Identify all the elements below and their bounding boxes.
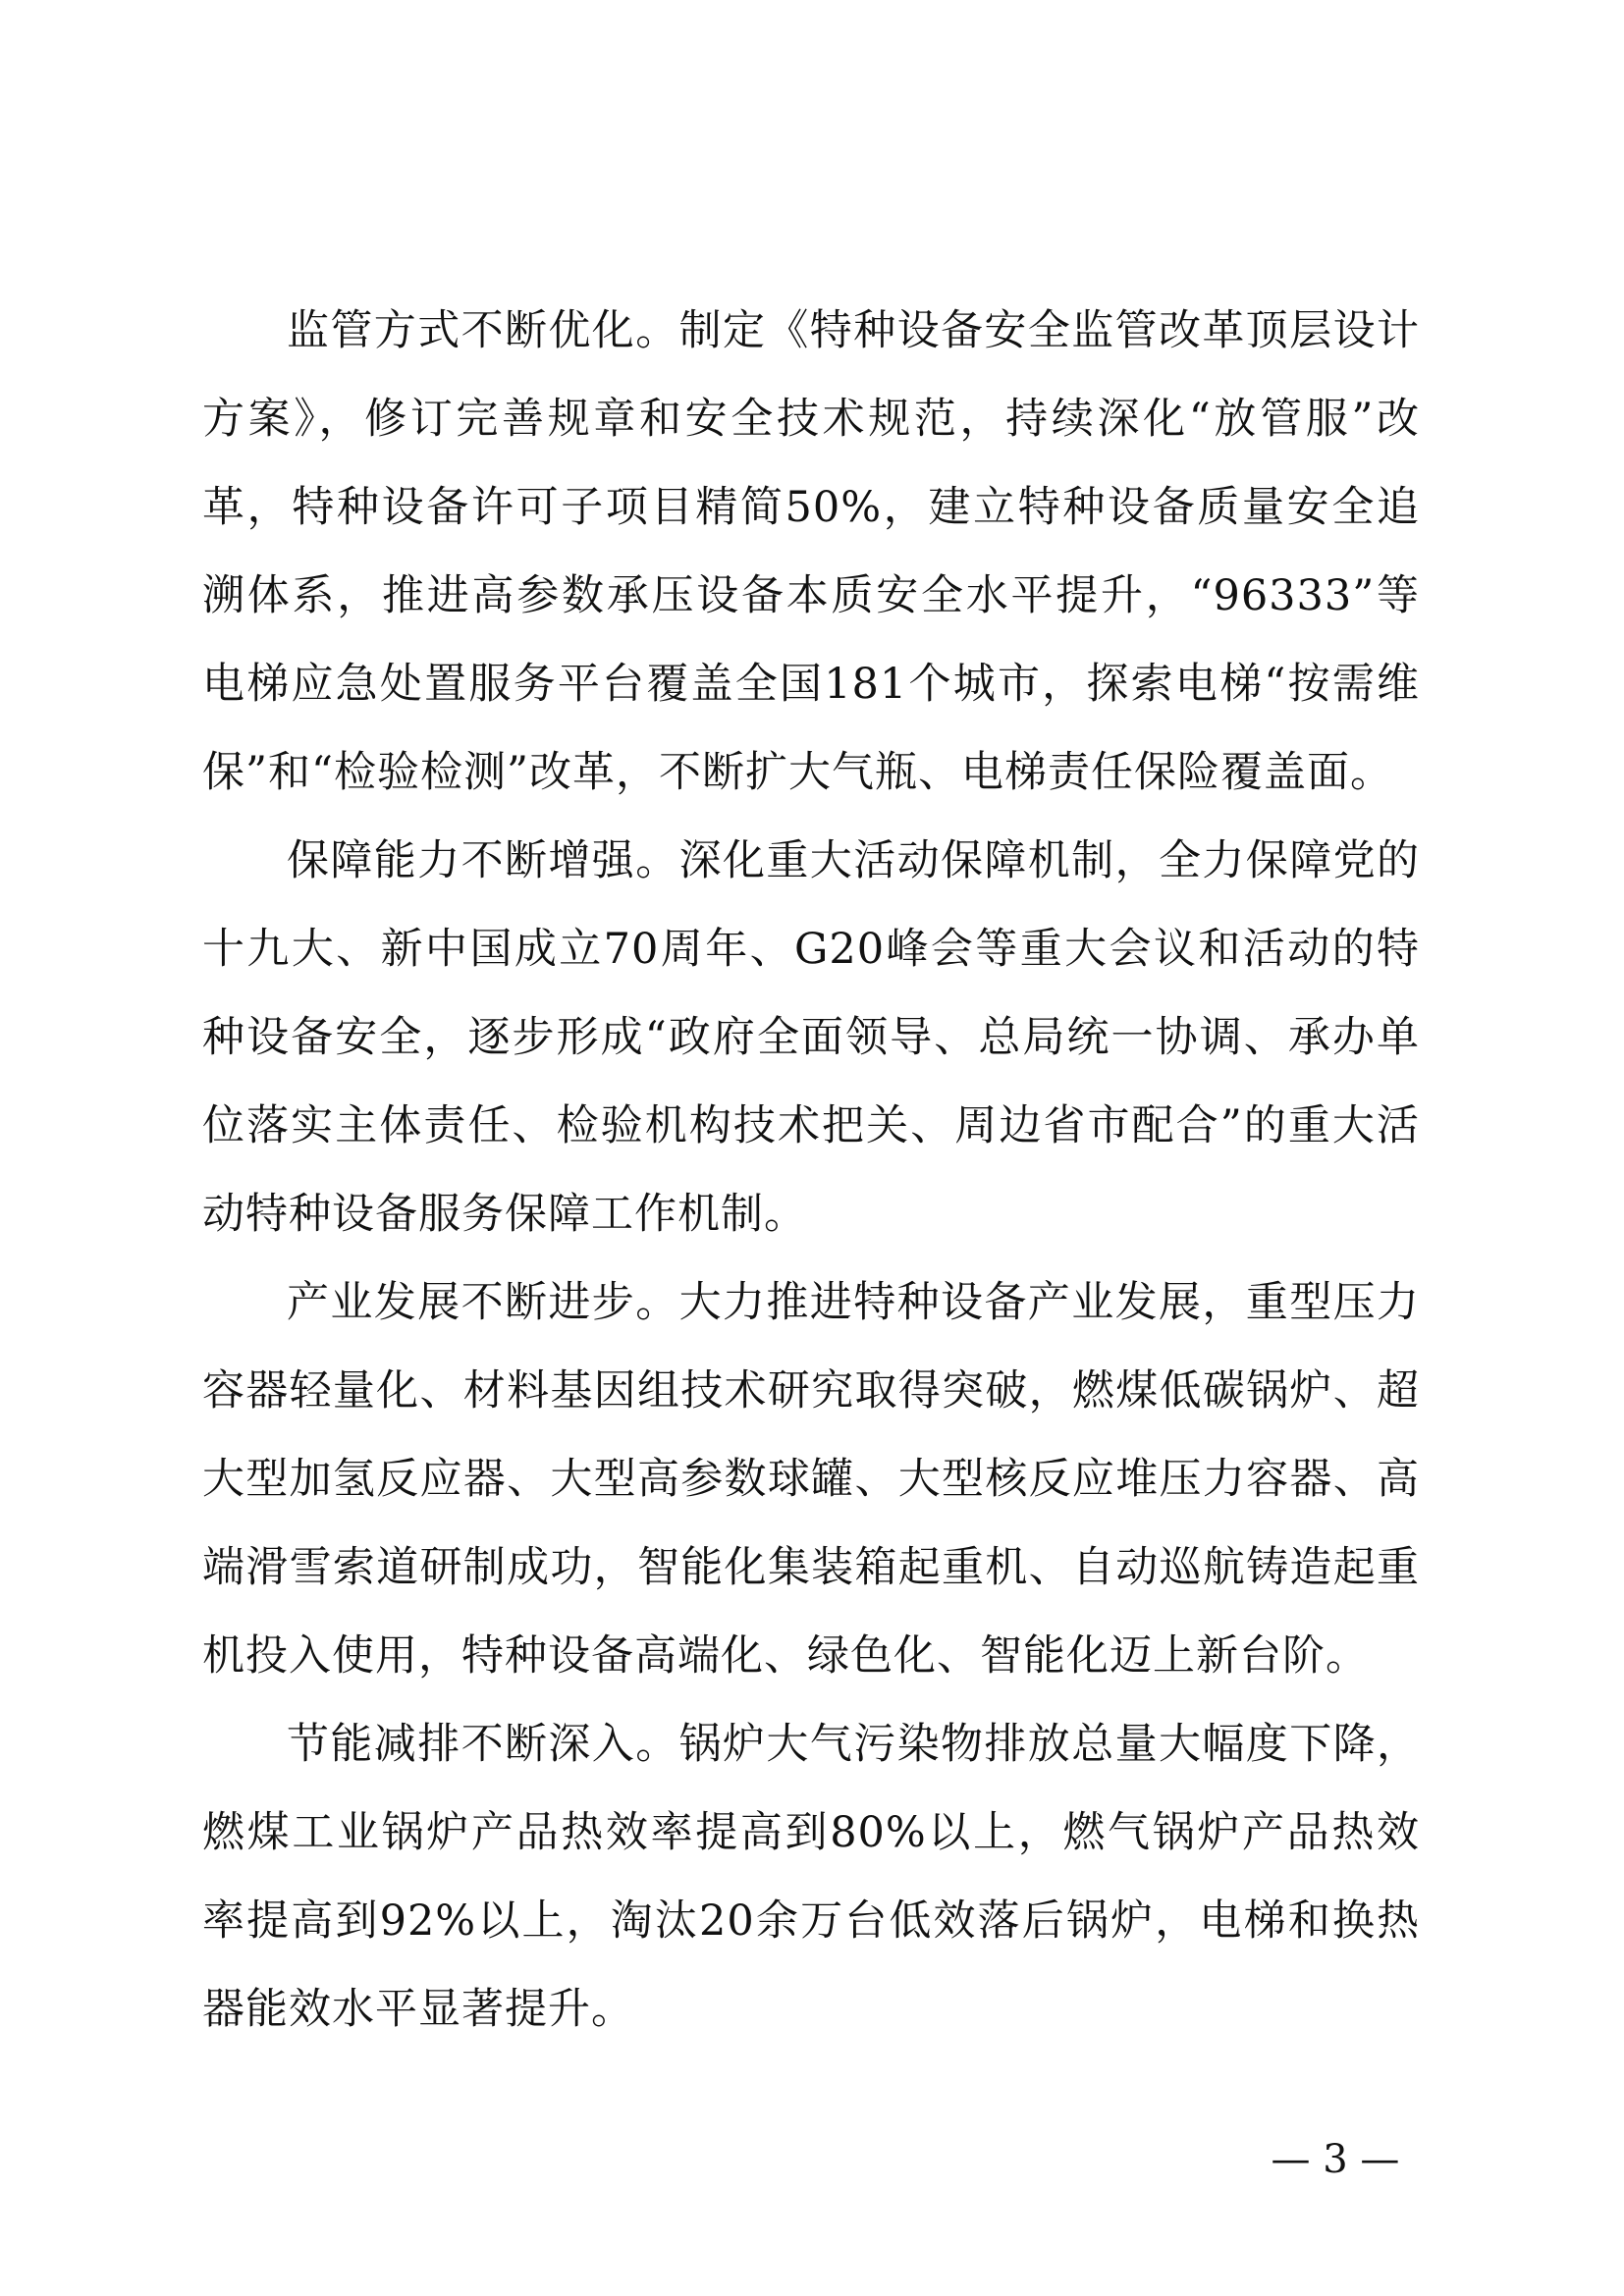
- paragraph-energy-saving: 节能减排不断深入。锅炉大气污染物排放总量大幅度下降，燃煤工业锅炉产品热效率提高到80%以上，燃气锅炉产品热效率提高到92%以上，淘汰20余万台低效落后锅炉，电梯和换热器能效水平显著提升。: [202, 1720, 1420, 2034]
- paragraph-industry-development: 产业发展不断进步。大力推进特种设备产业发展，重型压力容器轻量化、材料基因组技术研究取得突破，燃煤低碳锅炉、超大型加氢反应器、大型高参数球罐、大型核反应堆压力容器、高端滑雪索道研制成功，智能化集装箱起重机、自动巡航铸造起重机投入使用，特种设备高端化、绿色化、智能化迈上新台阶。: [202, 1278, 1420, 1681]
- page-number: — 3 —: [1271, 2137, 1400, 2182]
- paragraph-supervision-optimization: 监管方式不断优化。制定《特种设备安全监管改革顶层设计方案》，修订完善规章和安全技术规范，持续深化“放管服”改革，特种设备许可子项目精简50%，建立特种设备质量安全追溯体系，推进高参数承压设备本质安全水平提升，“96333”等电梯应急处置服务平台覆盖全国181个城市，探索电梯“按需维保”和“检验检测”改革，不断扩大气瓶、电梯责任保险覆盖面。: [202, 306, 1420, 797]
- document-body: [202, 287, 1420, 2054]
- paragraph-guarantee-capability: 保障能力不断增强。深化重大活动保障机制，全力保障党的十九大、新中国成立70周年、G20峰会等重大会议和活动的特种设备安全，逐步形成“政府全面领导、总局统一协调、承办单位落实主体责任、检验机构技术把关、周边省市配合”的重大活动特种设备服务保障工作机制。: [202, 836, 1420, 1239]
